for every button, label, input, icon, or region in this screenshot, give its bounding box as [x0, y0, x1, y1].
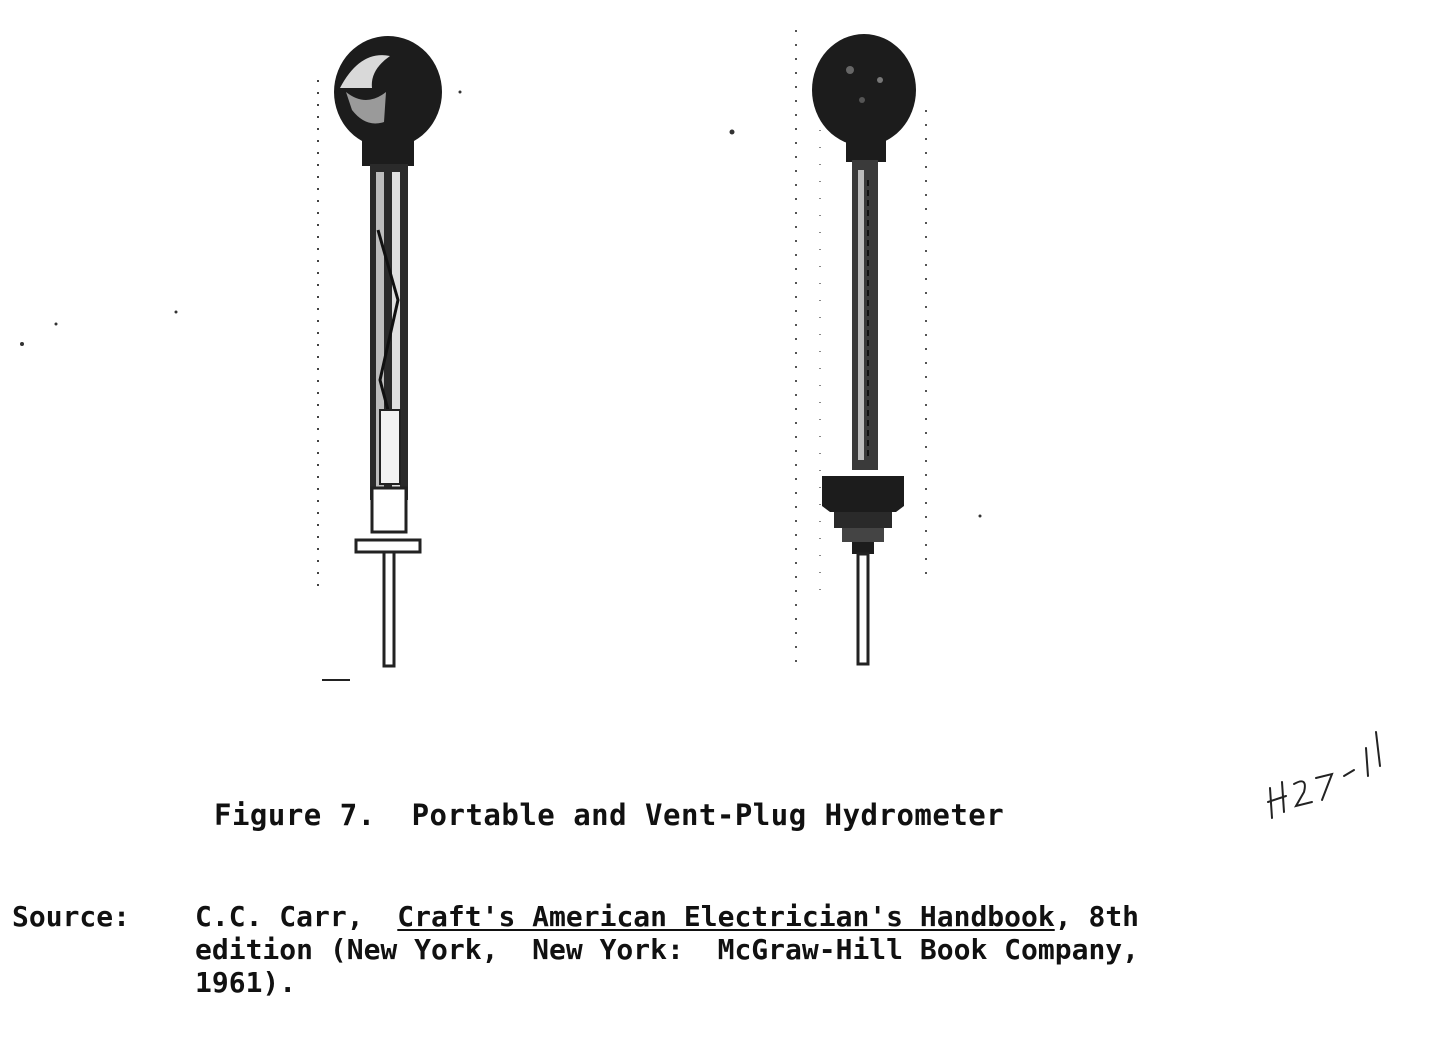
source-book-title: Craft's American Electrician's Handbook [397, 900, 1055, 933]
portable-hydrometer [318, 36, 442, 680]
source-line-2: edition (New York, New York: McGraw-Hill Book Company, [195, 933, 1140, 966]
handwritten-mark [1258, 718, 1398, 828]
source-line-3: 1961). [195, 966, 297, 999]
figure-caption [214, 798, 1004, 832]
source-label: Source: [12, 900, 131, 933]
scan-specks [20, 91, 982, 518]
handwritten-annotation [1258, 718, 1398, 828]
figure-label: Figure 7. [214, 798, 376, 832]
source-line-1 [195, 900, 1395, 933]
vent-plug-hydrometer [796, 30, 926, 670]
figure-title: Portable and Vent-Plug Hydrometer [411, 798, 1005, 832]
source-edition: , 8th [1054, 900, 1140, 933]
source-body [195, 900, 1395, 999]
source-author: C.C. Carr, [195, 900, 364, 933]
